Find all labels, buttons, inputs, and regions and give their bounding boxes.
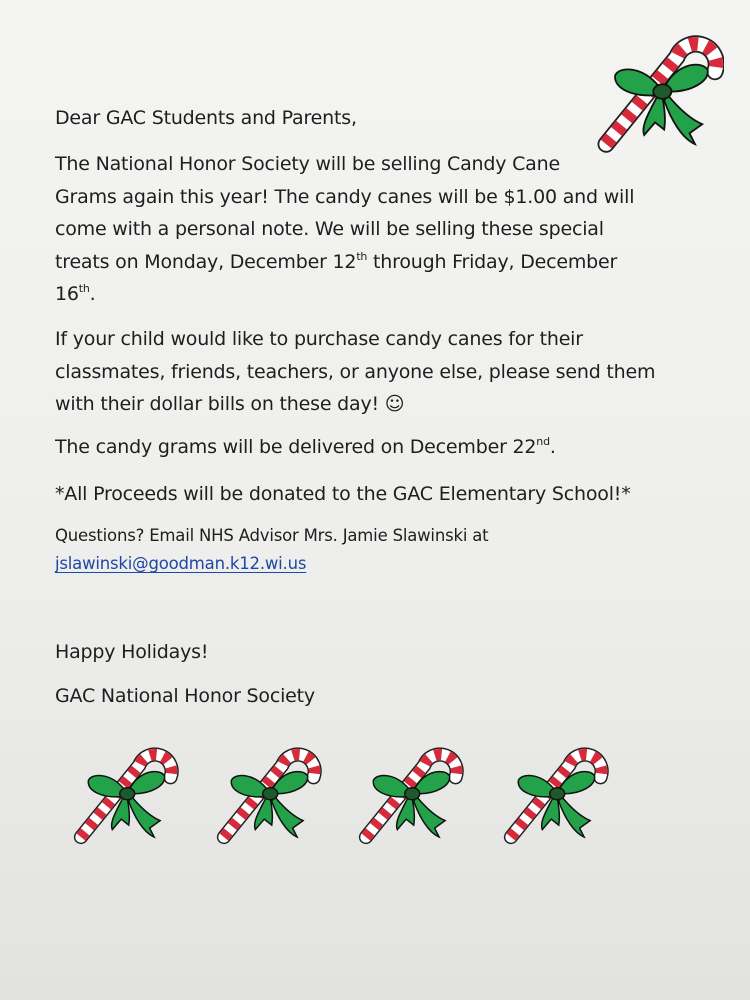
delivery-line: The candy grams will be delivered on December 22nd. bbox=[55, 435, 556, 458]
purchase-paragraph bbox=[55, 323, 695, 421]
candy-cane-bow-icon bbox=[588, 18, 724, 156]
candy-cane-bow-icon bbox=[347, 734, 467, 846]
candy-cane-bow-icon bbox=[492, 734, 612, 846]
para1-line: Grams again this year! The candy canes will be $1.00 and will bbox=[55, 185, 635, 208]
questions-line: Questions? Email NHS Advisor Mrs. Jamie Slawinski at bbox=[55, 526, 489, 545]
announcement-paragraph bbox=[55, 148, 695, 311]
para2-line: If your child would like to purchase candy canes for their bbox=[55, 328, 583, 350]
candy-cane-bow-icon bbox=[205, 734, 325, 846]
proceeds-line: *All Proceeds will be donated to the GAC Elementary School!* bbox=[55, 483, 631, 505]
candy-cane-bow-icon bbox=[62, 734, 182, 846]
para2-line: classmates, friends, teachers, or anyone else, please send them bbox=[55, 360, 656, 383]
para1-line: come with a personal note. We will be selling these special bbox=[55, 218, 604, 240]
para1-line: 16th. bbox=[55, 282, 96, 305]
salutation: Dear GAC Students and Parents, bbox=[55, 107, 357, 129]
para1-line: treats on Monday, December 12th through Friday, December bbox=[55, 249, 618, 273]
para1-line: The National Honor Society will be selling Candy Cane bbox=[55, 153, 560, 175]
para2-line: with their dollar bills on these day! ☺ bbox=[55, 393, 405, 415]
advisor-email-link[interactable]: jslawinski@goodman.k12.wi.us bbox=[55, 554, 307, 573]
closing-line: Happy Holidays! bbox=[55, 641, 209, 663]
signature-line: GAC National Honor Society bbox=[55, 685, 315, 707]
